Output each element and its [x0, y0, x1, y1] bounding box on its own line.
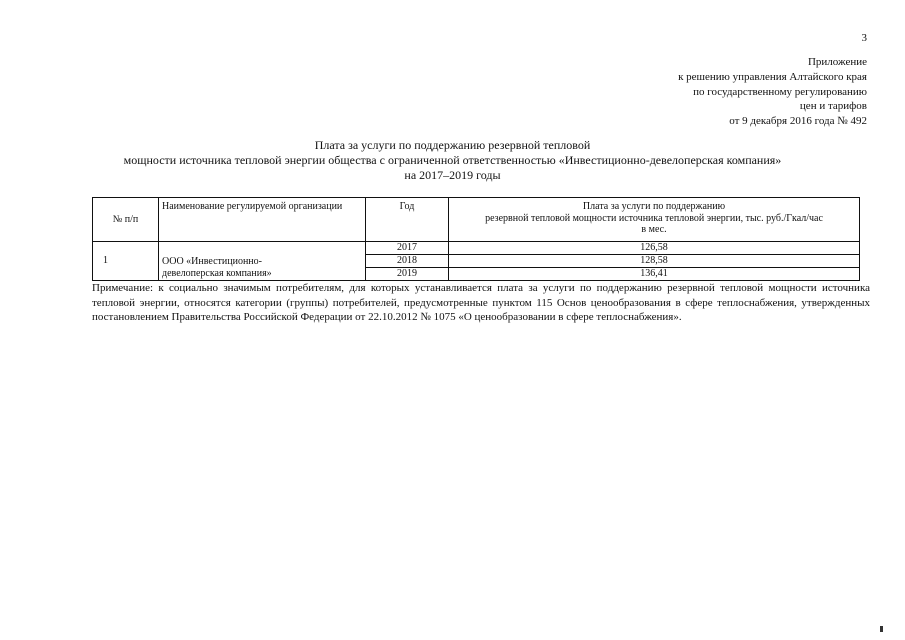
header-fee	[449, 198, 860, 242]
fee-cell: 128,58	[449, 255, 860, 268]
appendix-line: по государственному регулированию	[693, 85, 867, 98]
document-title	[0, 138, 905, 183]
scan-artifact	[880, 626, 883, 632]
table-row	[93, 242, 860, 255]
title-line: на 2017–2019 годы	[404, 168, 501, 182]
header-fee-line: Плата за услуги по поддержанию	[582, 201, 726, 212]
organization-line: ООО «Инвестиционно-	[162, 256, 262, 267]
appendix-line: от 9 декабря 2016 года № 492	[729, 115, 867, 128]
tariff-table	[92, 197, 860, 281]
organization-line: девелоперская компания»	[162, 267, 272, 279]
appendix-line: цен и тарифов	[799, 100, 867, 113]
year-cell: 2017	[366, 242, 449, 255]
organization-name	[159, 242, 366, 281]
header-fee-line: в мес.	[641, 224, 667, 235]
fee-cell: 136,41	[449, 268, 860, 281]
appendix-line: к решению управления Алтайского края	[678, 70, 867, 83]
title-line: Плата за услуги по поддержанию резервной тепловой	[314, 138, 591, 152]
header-organization: Наименование регулируемой организации	[159, 198, 366, 242]
row-number: 1	[93, 242, 159, 281]
footnote: Примечание: к социально значимым потребителям, для которых устанавливается плата за услуги по поддержанию резервной тепловой мощности источника тепловой энергии, относятся категории (группы) потребителей, предусмотренные пунктом 115 Основ ценообразования в сфере теплоснабжения, утвержденных постановлением Правительства Российской Федерации от 22.10.2012 № 1075 «О ценообразовании в сфере теплоснабжения».	[92, 282, 870, 323]
header-num: № п/п	[93, 198, 159, 242]
header-year: Год	[366, 198, 449, 242]
year-cell: 2018	[366, 255, 449, 268]
appendix-header	[678, 55, 867, 129]
appendix-line: Приложение	[807, 56, 867, 68]
title-line: мощности источника тепловой энергии общества с ограниченной ответственностью «Инвестиционно-девелоперская компания»	[123, 153, 782, 167]
table-header-row	[93, 198, 860, 242]
page-number: 3	[861, 32, 867, 44]
year-cell: 2019	[366, 268, 449, 281]
fee-cell: 126,58	[449, 242, 860, 255]
header-fee-line: резервной тепловой мощности источника тепловой энергии, тыс. руб./Гкал/час	[485, 212, 823, 224]
